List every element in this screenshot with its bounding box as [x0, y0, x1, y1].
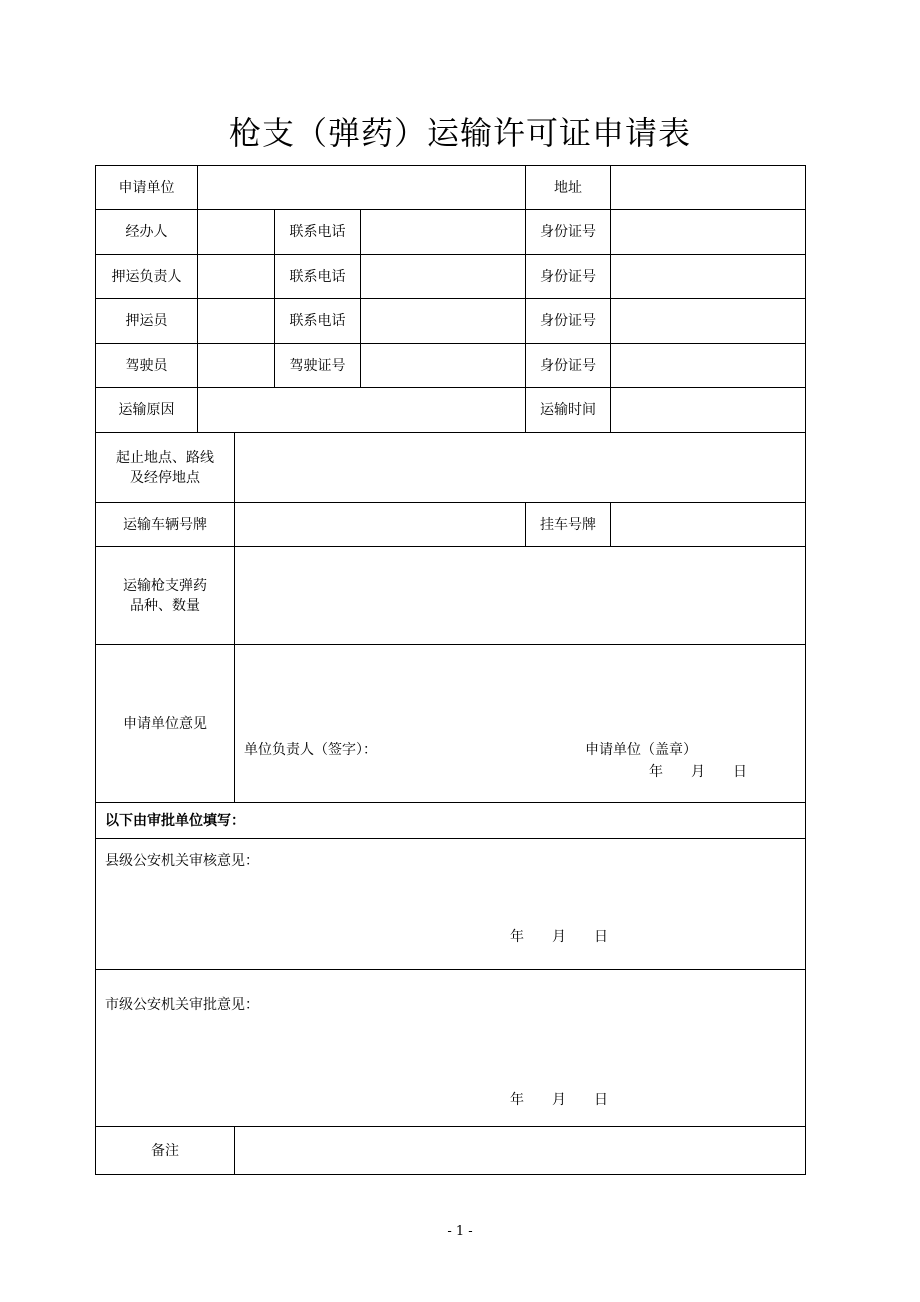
- label-vehicle-plate: 运输车辆号牌: [123, 516, 207, 533]
- trailer-plate-field[interactable]: [611, 503, 805, 546]
- label-unit-opinion: 申请单位意见: [123, 715, 207, 732]
- remarks-field[interactable]: [235, 1127, 805, 1174]
- label-contact-phone: 联系电话: [289, 224, 346, 240]
- label-escort: 押运员: [125, 313, 168, 329]
- handler-field[interactable]: [198, 210, 274, 254]
- label-guns-line2: 品种、数量: [130, 597, 200, 614]
- label-route-line2: 及经停地点: [130, 469, 200, 486]
- unit-seal: 申请单位（盖章）: [585, 742, 697, 758]
- label-transport-time: 运输时间: [540, 402, 596, 418]
- county-opinion-label: 县级公安机关审核意见：: [105, 853, 259, 869]
- label-route-line1: 起止地点、路线: [116, 449, 214, 466]
- page-title: 枪支（弹药）运输许可证申请表: [228, 114, 691, 152]
- label-applicant-unit: 申请单位: [118, 179, 175, 196]
- label-id-number: 身份证号: [540, 357, 596, 374]
- transport-time-field[interactable]: [611, 388, 805, 432]
- label-transport-reason: 运输原因: [118, 402, 175, 418]
- approval-section-header: 以下由审批单位填写：: [105, 813, 245, 829]
- unit-opinion-date: 年 月 日: [649, 764, 747, 780]
- escort-leader-field[interactable]: [198, 255, 274, 298]
- unit-head-signature: 单位负责人（签字）：: [244, 742, 377, 758]
- escort-leader-phone-field[interactable]: [361, 255, 525, 298]
- label-guns-line1: 运输枪支弹药: [123, 577, 207, 594]
- escort-id-field[interactable]: [611, 299, 805, 343]
- label-escort-leader: 押运负责人: [111, 268, 182, 285]
- transport-reason-field[interactable]: [198, 388, 525, 432]
- driver-id-field[interactable]: [611, 344, 805, 387]
- label-trailer-plate: 挂车号牌: [540, 516, 596, 533]
- label-license-no: 驾驶证号: [289, 357, 346, 374]
- city-opinion-label: 市级公安机关审批意见：: [105, 997, 259, 1013]
- label-route: [96, 433, 234, 502]
- escort-leader-id-field[interactable]: [611, 255, 805, 298]
- label-address: 地址: [554, 179, 582, 196]
- city-opinion-date: 年 月 日: [510, 1092, 608, 1108]
- row-divider: [95, 802, 806, 803]
- label-contact-phone: 联系电话: [289, 268, 346, 285]
- escort-phone-field[interactable]: [361, 299, 525, 343]
- label-remarks: 备注: [151, 1142, 179, 1159]
- label-contact-phone: 联系电话: [289, 313, 346, 329]
- label-driver: 驾驶员: [125, 357, 168, 374]
- driver-field[interactable]: [198, 344, 274, 387]
- label-id-number: 身份证号: [540, 268, 596, 285]
- label-guns-ammo: [96, 547, 234, 644]
- handler-id-field[interactable]: [611, 210, 805, 254]
- county-opinion-date: 年 月 日: [510, 929, 608, 945]
- route-field[interactable]: [235, 433, 805, 502]
- table-border-right: [805, 165, 806, 1175]
- driver-license-field[interactable]: [361, 344, 525, 387]
- escort-field[interactable]: [198, 299, 274, 343]
- label-handler: 经办人: [125, 224, 168, 240]
- label-id-number: 身份证号: [540, 224, 596, 240]
- city-opinion-field[interactable]: [96, 970, 805, 1126]
- address-field[interactable]: [611, 166, 805, 209]
- label-id-number: 身份证号: [540, 313, 596, 329]
- vehicle-plate-field[interactable]: [235, 503, 525, 546]
- handler-phone-field[interactable]: [361, 210, 525, 254]
- applicant-unit-field[interactable]: [198, 166, 525, 209]
- table-border-bottom: [95, 1174, 806, 1175]
- guns-ammo-field[interactable]: [235, 547, 805, 644]
- page-number: - 1 -: [447, 1224, 473, 1239]
